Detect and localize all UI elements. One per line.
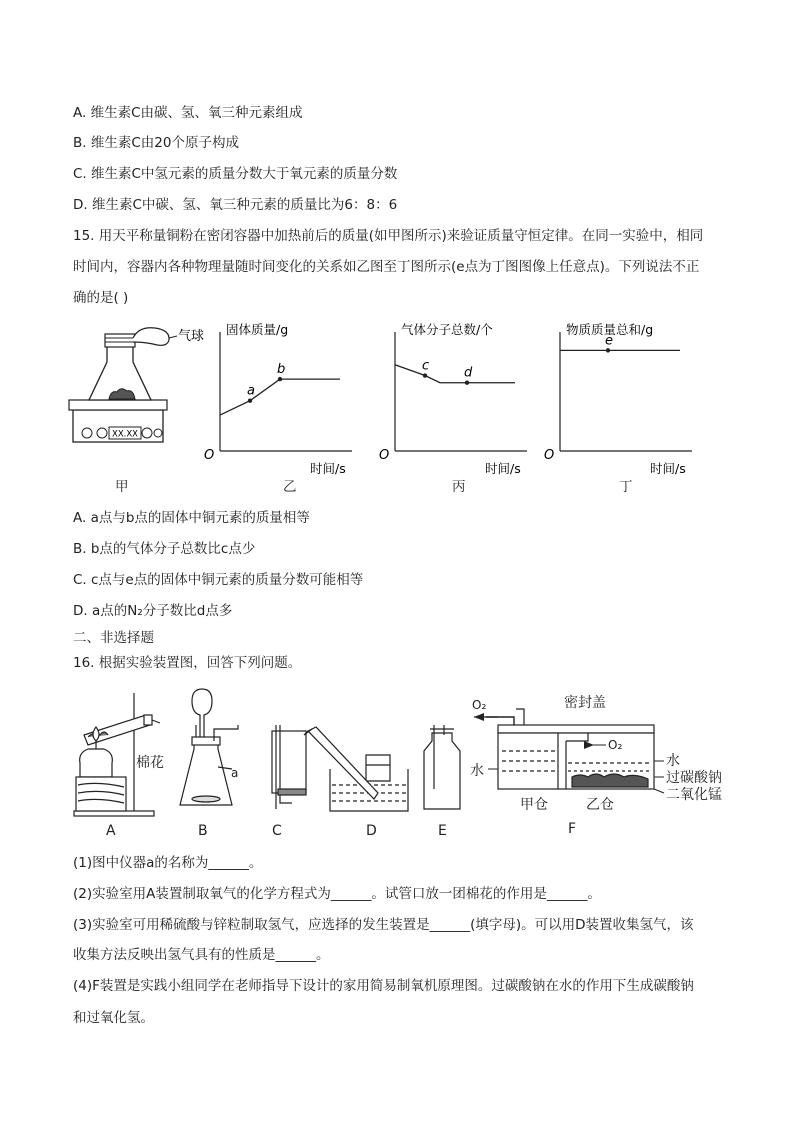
point-label-d: d — [464, 365, 473, 381]
cotton — [144, 715, 152, 725]
q14-option-a: A. 维生素C由碳、氢、氧三种元素组成 — [73, 105, 303, 121]
q16-sub2: (2)实验室用A装置制取氧气的化学方程式为______。试管口放一团棉花的作用是______。 — [73, 886, 601, 902]
x-axis-label: 时间/s — [310, 461, 346, 476]
apparatus-label-b: B — [198, 823, 208, 839]
q15-charts — [195, 318, 755, 478]
x-axis-label: 时间/s — [485, 461, 521, 476]
iron-stand-base — [74, 811, 154, 816]
q14-option-c: C. 维生素C中氢元素的质量分数大于氧元素的质量分数 — [73, 166, 398, 182]
figure-label-ding: 丁 — [619, 479, 633, 495]
percarbonate-label: 过碳酸钠 — [666, 770, 722, 786]
q16-stem: 16. 根据实验装置图，回答下列问题。 — [73, 655, 302, 671]
sealed-lid-label: 密封盖 — [564, 695, 606, 711]
apparatus-f — [486, 709, 654, 789]
point-c — [423, 373, 427, 377]
gas-bottle-e — [424, 733, 460, 809]
chart-bing — [379, 322, 527, 476]
instrument-a-label: a — [231, 766, 239, 780]
point-label-b: b — [277, 362, 286, 378]
balance-display-text: XX.XX — [112, 429, 138, 440]
apparatus-d — [304, 727, 408, 811]
separatory-funnel — [192, 689, 212, 741]
chamber-jia-label: 甲仓 — [520, 797, 548, 813]
balloon-label: 气球 — [178, 329, 205, 344]
o2-out-label: O₂ — [472, 698, 487, 712]
figure-jia-apparatus — [65, 318, 215, 458]
q16-apparatus-figure — [68, 685, 728, 843]
sealed-lid — [498, 725, 654, 733]
point-label-e: e — [605, 333, 613, 349]
series-line — [220, 379, 340, 415]
q16-sub4-line1: (4)F装置是实践小组同学在老师指导下设计的家用简易制氧机原理图。过碳酸钠在水的作用下生成碳酸钠 — [73, 978, 694, 994]
chart-yi — [204, 322, 352, 476]
flask-stopper — [105, 334, 135, 347]
figure-label-jia: 甲 — [115, 479, 129, 495]
reaction-bottle-c — [272, 731, 306, 793]
y-axis-label: 气体分子总数/个 — [401, 322, 493, 337]
q15-option-d: D. a点的N₂分子数比d点多 — [73, 603, 233, 619]
origin-label: O — [544, 448, 555, 463]
q16-sub3-line2: 收集方法反映出氢气具有的性质是______。 — [73, 947, 330, 963]
q15-option-a: A. a点与b点的固体中铜元素的质量相等 — [73, 510, 310, 526]
q16-sub3-line1: (3)实验室可用稀硫酸与锌粒制取氢气，应选择的发生装置是______(填字母)。可以用D装置收集氢气，该 — [73, 917, 694, 933]
q15-option-c: C. c点与e点的固体中铜元素的质量分数可能相等 — [73, 572, 364, 588]
flame — [93, 727, 99, 741]
apparatus-label-d: D — [366, 823, 377, 839]
q16-sub1: (1)图中仪器a的名称为______。 — [73, 855, 263, 871]
chamber-yi-label: 乙仓 — [586, 797, 614, 813]
alcohol-lamp — [80, 749, 113, 777]
y-axis-label: 固体质量/g — [226, 322, 289, 337]
point-label-c: c — [422, 358, 430, 374]
figure-label-bing: 丙 — [452, 479, 466, 495]
water-left-label: 水 — [470, 763, 484, 779]
apparatus-label-f: F — [568, 821, 577, 837]
apparatus-label-a: A — [106, 823, 116, 839]
mno2-particles — [572, 774, 648, 787]
origin-label: O — [204, 448, 215, 463]
q15-stem-line1: 15. 用天平称量铜粉在密闭容器中加热前后的质量(如甲图所示)来验证质量守恒定律。在同一实验中，相同 — [73, 228, 704, 244]
series-line — [395, 365, 515, 383]
point-label-a: a — [247, 383, 255, 399]
q14-option-d: D. 维生素C中碳、氢、氧三种元素的质量比为6：8：6 — [73, 197, 398, 213]
q15-option-b: B. b点的气体分子总数比c点少 — [73, 541, 256, 557]
balloon — [133, 328, 169, 346]
point-e — [606, 348, 610, 352]
apparatus-e — [424, 725, 460, 809]
water-right-label: 水 — [666, 753, 680, 769]
point-d — [465, 381, 469, 385]
gas-bottle-d — [366, 755, 390, 781]
apparatus-c — [272, 725, 306, 809]
chart-ding — [544, 322, 692, 476]
q14-option-b: B. 维生素C由20个原子构成 — [73, 135, 239, 151]
q15-stem-line3: 确的是( ) — [73, 290, 129, 306]
x-axis-label: 时间/s — [650, 461, 686, 476]
point-a — [248, 398, 252, 402]
section-title: 二、非选择题 — [73, 630, 154, 646]
o2-in-label: O₂ — [608, 738, 623, 752]
apparatus-label-e: E — [438, 823, 447, 839]
apparatus-label-c: C — [272, 823, 282, 839]
balance-pan — [69, 400, 167, 410]
q16-sub4-line2: 和过氧化氢。 — [73, 1010, 154, 1026]
q15-stem-line2: 时间内，容器内各种物理量随时间变化的关系如乙图至丁图所示(e点为丁图图像上任意点)。下列说法不正 — [73, 259, 700, 275]
y-axis-label: 物质质量总和/g — [566, 322, 654, 337]
point-b — [278, 377, 282, 381]
mno2-label: 二氧化锰 — [666, 787, 722, 803]
figure-label-yi: 乙 — [283, 479, 297, 495]
origin-label: O — [379, 448, 390, 463]
apparatus-b — [180, 689, 238, 805]
cotton-label: 棉花 — [136, 755, 164, 771]
